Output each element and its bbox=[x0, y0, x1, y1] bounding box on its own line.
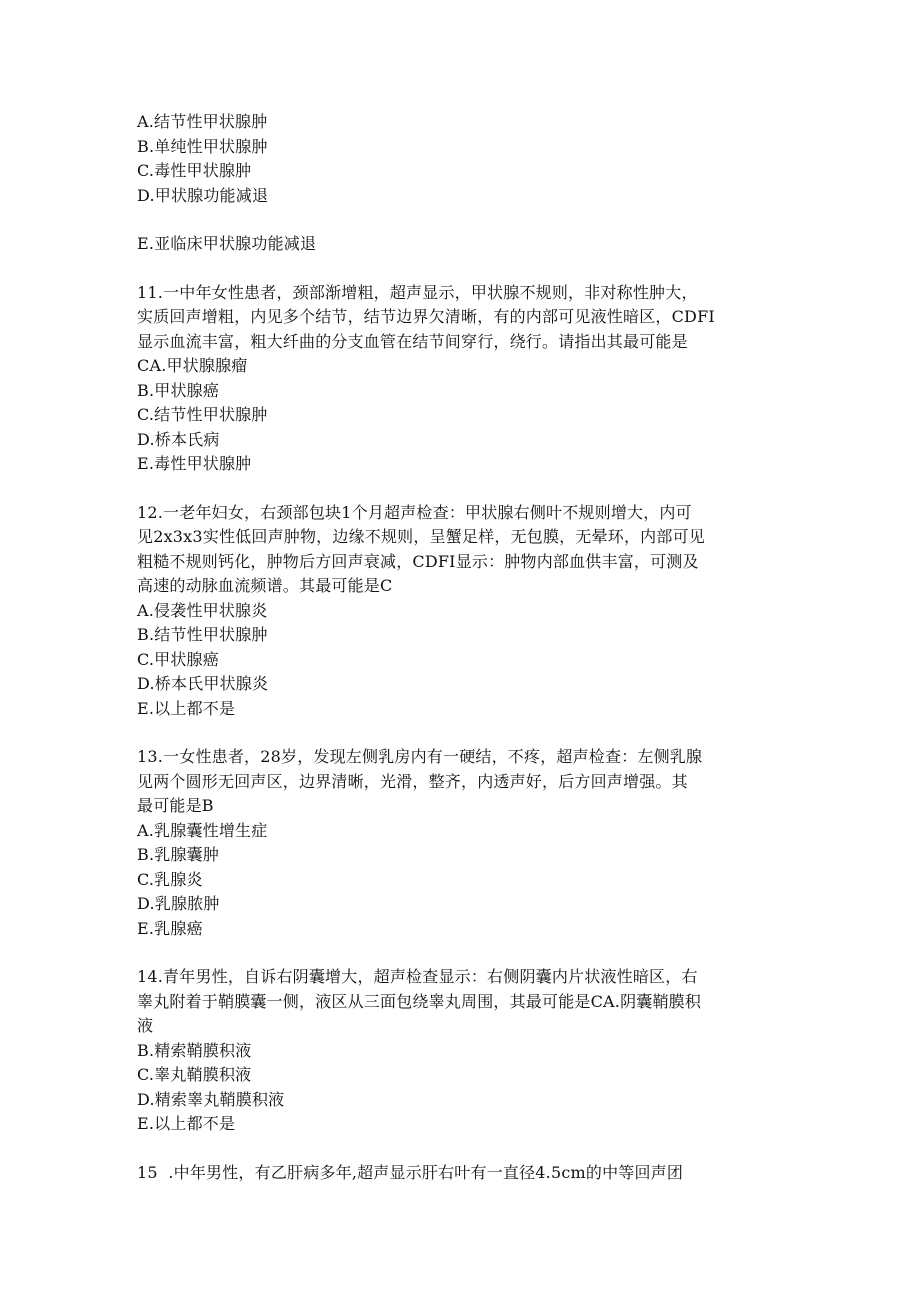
question-text-line: 11.一中年女性患者，颈部渐增粗，超声显示，甲状腺不规则，非对称性肿大， bbox=[137, 282, 698, 302]
question-text-line: 13.一女性患者，28岁，发现左侧乳房内有一硬结，不疼，超声检查：左侧乳腺 bbox=[137, 747, 703, 766]
question-14 bbox=[137, 965, 787, 1137]
spacer bbox=[137, 208, 787, 232]
question-12 bbox=[137, 501, 787, 722]
question-text-line: 显示血流丰富，粗大纤曲的分支血管在结节间穿行，绕行。请指出其最可能是 bbox=[137, 331, 688, 351]
option-line: E.乳腺癌 bbox=[137, 918, 203, 938]
question-text-line: 睾丸附着于鞘膜囊一侧，液区从三面包绕睾丸周围，其最可能是CA.阴囊鞘膜积 bbox=[137, 991, 702, 1011]
option-line: E.毒性甲状腺肿 bbox=[137, 454, 252, 473]
option-line: D.乳腺脓肿 bbox=[137, 894, 220, 913]
option-line: B.乳腺囊肿 bbox=[137, 845, 220, 864]
spacer bbox=[137, 1137, 787, 1161]
question-text-line: 粗糙不规则钙化，肿物后方回声衰减，CDFI显示：肿物内部血供丰富，可测及 bbox=[137, 551, 699, 571]
option-line: E.以上都不是 bbox=[137, 698, 236, 718]
question-text-line: 15 .中年男性，有乙肝病多年,超声显示肝右叶有一直径4.5cm的中等回声团 bbox=[137, 1162, 684, 1182]
option-line: E.亚临床甲状腺功能减退 bbox=[137, 234, 317, 253]
question-text-line: 最可能是B bbox=[137, 796, 214, 815]
question-text-line: 液 bbox=[137, 1016, 154, 1035]
spacer bbox=[137, 941, 787, 965]
question-text-line: 14.青年男性，自诉右阴囊增大，超声检查显示：右侧阴囊内片状液性暗区，右 bbox=[137, 967, 698, 986]
question-13 bbox=[137, 745, 787, 941]
question-text-line: 见两个圆形无回声区，边界清晰，光滑，整齐，内透声好，后方回声增强。其 bbox=[137, 771, 688, 791]
options-block-prev bbox=[137, 110, 787, 208]
question-11 bbox=[137, 281, 787, 477]
option-line: B.精索鞘膜积液 bbox=[137, 1040, 252, 1060]
question-text-line: 见2x3x3实性低回声肿物，边缘不规则，呈蟹足样，无包膜，无晕环，内部可见 bbox=[137, 527, 705, 546]
option-line: B.单纯性甲状腺肿 bbox=[137, 136, 268, 156]
spacer bbox=[137, 477, 787, 501]
option-line: B.结节性甲状腺肿 bbox=[137, 625, 268, 644]
option-line: A.侵袭性甲状腺炎 bbox=[137, 600, 268, 620]
question-text-line: 实质回声增粗，内见多个结节，结节边界欠清晰，有的内部可见液性暗区，CDFI bbox=[137, 307, 715, 326]
option-line: D.甲状腺功能减退 bbox=[137, 185, 269, 205]
option-line: CA.甲状腺腺瘤 bbox=[137, 356, 248, 375]
option-line: E.以上都不是 bbox=[137, 1114, 236, 1133]
question-15 bbox=[137, 1161, 787, 1186]
option-line: A.结节性甲状腺肿 bbox=[137, 112, 268, 131]
option-line: D.桥本氏病 bbox=[137, 429, 220, 449]
option-line: A.乳腺囊性增生症 bbox=[137, 820, 268, 840]
options-block-prev-e bbox=[137, 232, 787, 257]
option-line: C.乳腺炎 bbox=[137, 869, 203, 889]
question-text-line: 高速的动脉血流频谱。其最可能是C bbox=[137, 576, 393, 595]
document-page bbox=[137, 110, 787, 1185]
question-text-line: 12.一老年妇女，右颈部包块1个月超声检查：甲状腺右侧叶不规则增大，内可 bbox=[137, 502, 692, 522]
option-line: D.桥本氏甲状腺炎 bbox=[137, 674, 269, 693]
option-line: C.睾丸鞘膜积液 bbox=[137, 1065, 252, 1084]
option-line: C.甲状腺癌 bbox=[137, 649, 219, 669]
option-line: C.毒性甲状腺肿 bbox=[137, 161, 252, 180]
option-line: B.甲状腺癌 bbox=[137, 380, 220, 400]
spacer bbox=[137, 257, 787, 281]
spacer bbox=[137, 721, 787, 745]
option-line: D.精索睾丸鞘膜积液 bbox=[137, 1089, 285, 1109]
option-line: C.结节性甲状腺肿 bbox=[137, 405, 268, 424]
